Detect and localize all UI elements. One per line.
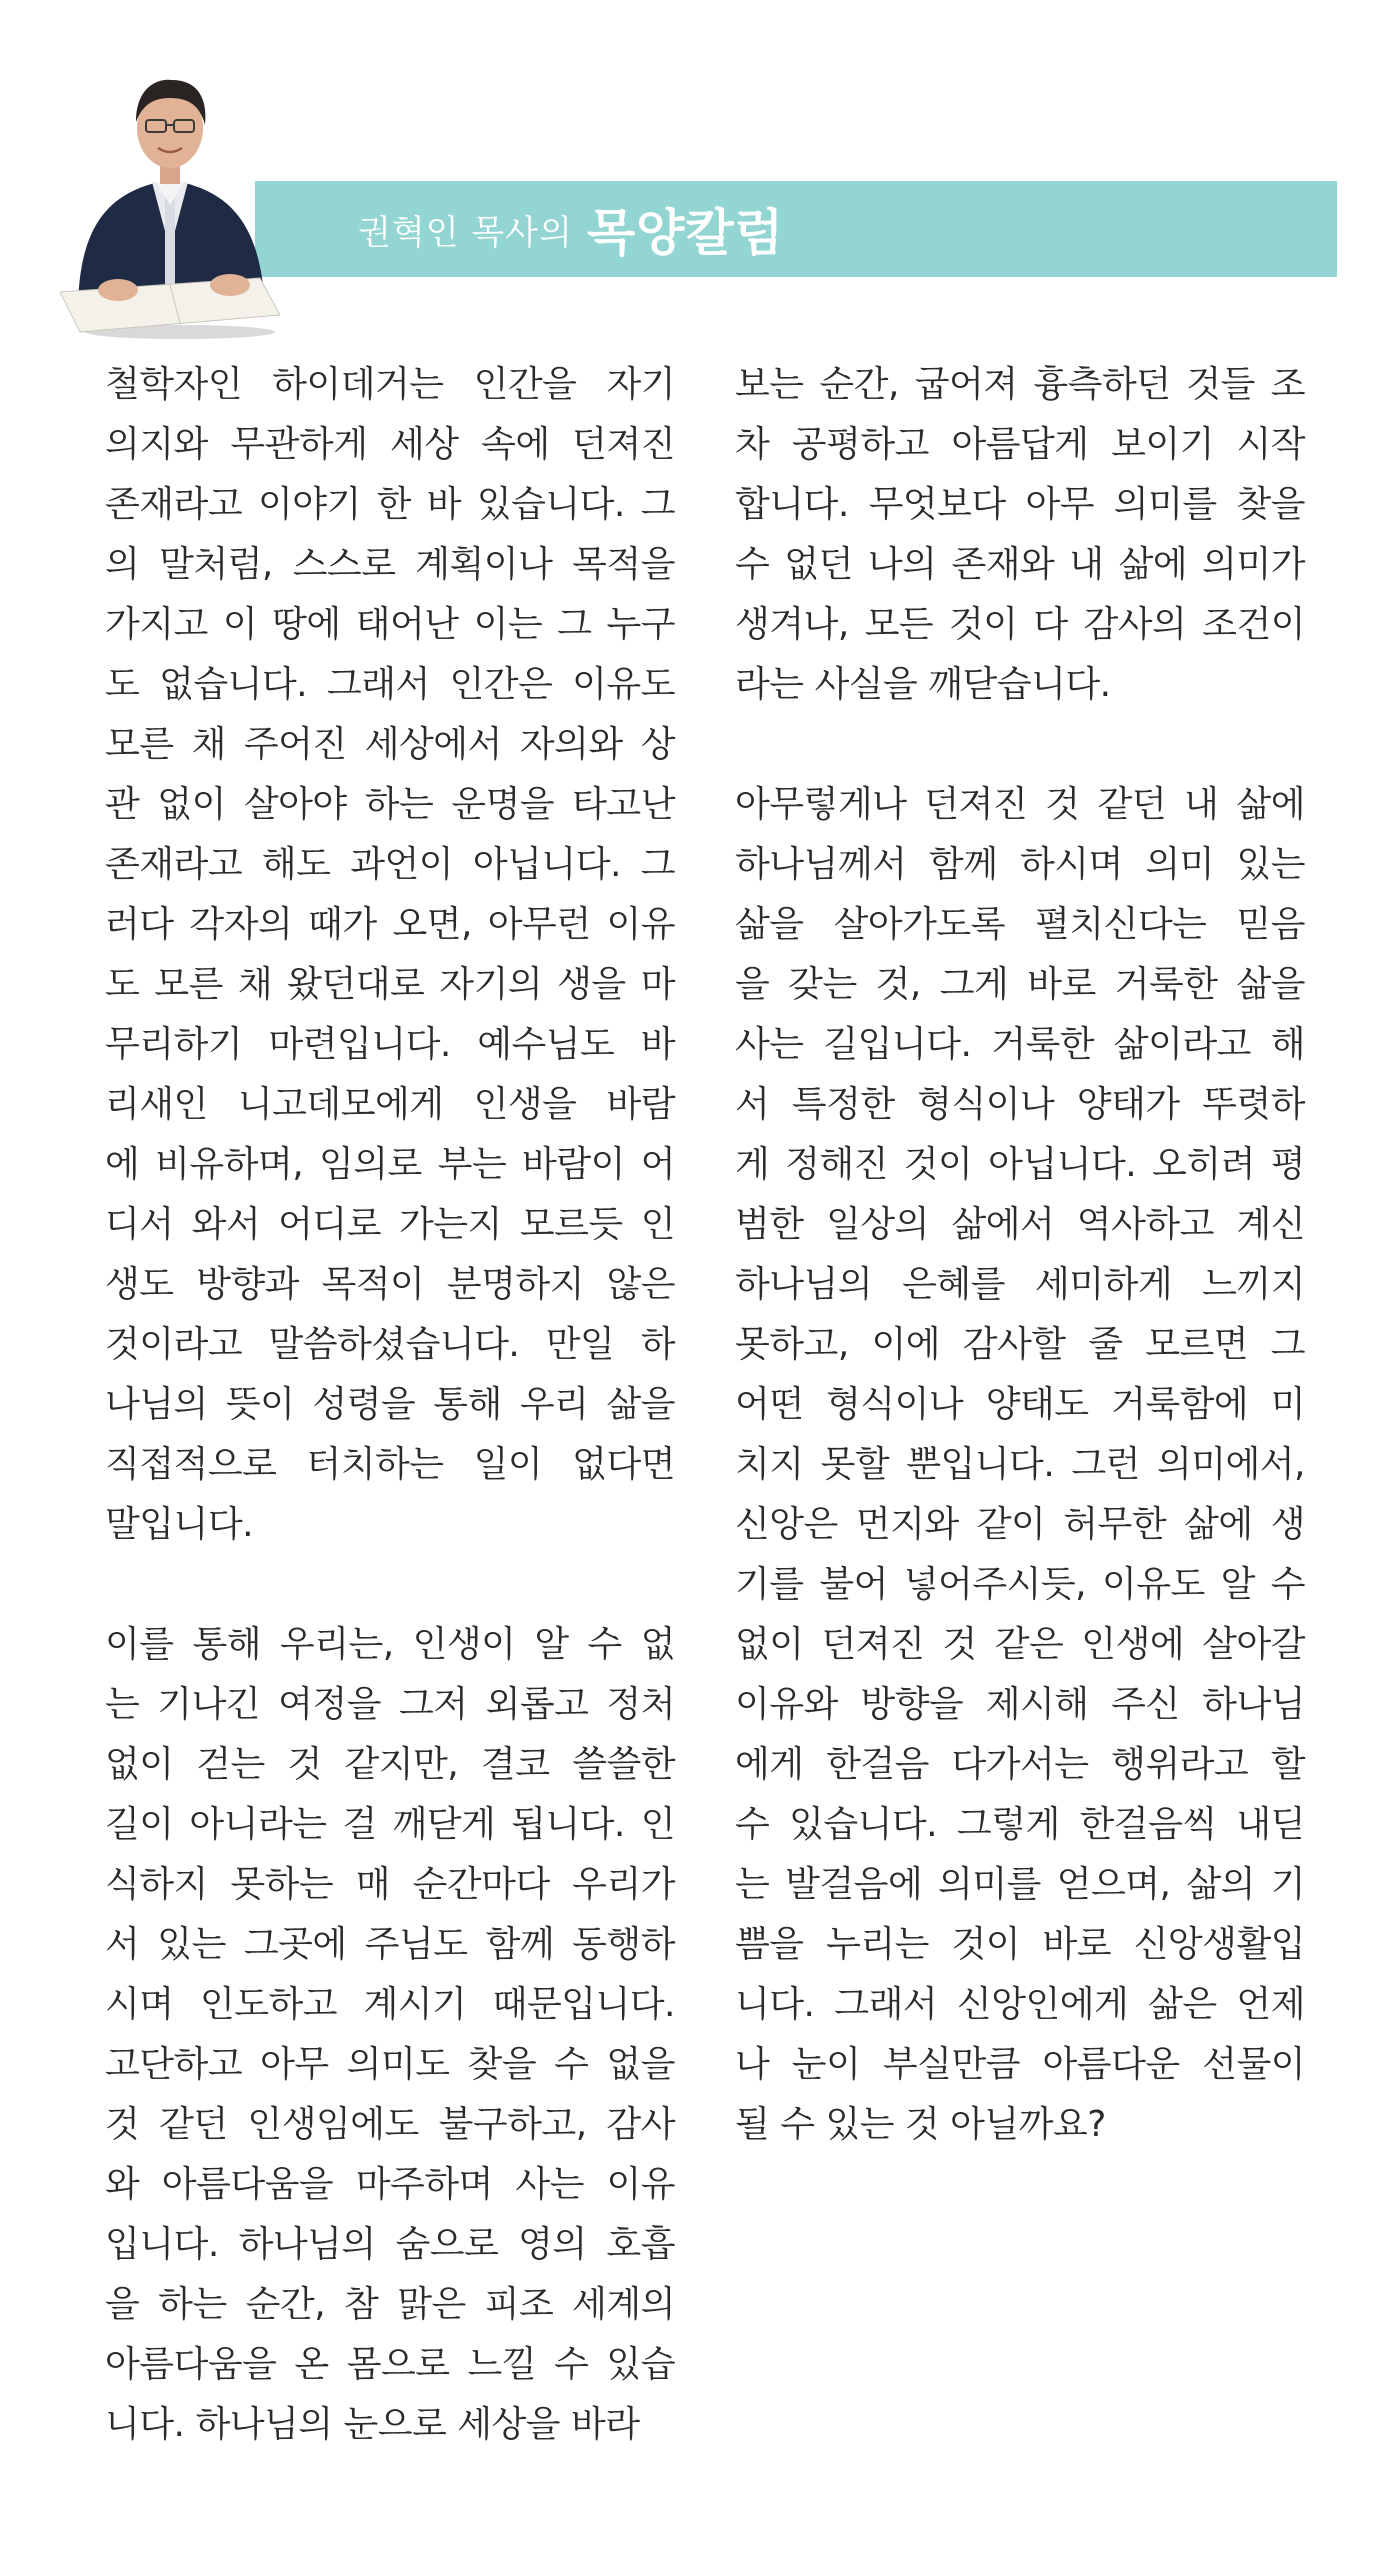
header-prefix: 권혁인 목사의 — [358, 212, 573, 253]
text-line: 범한 일상의 삶에서 역사하고 계신 — [735, 1204, 1305, 1245]
text-line: 치지 못할 뿐입니다. 그런 의미에서, — [735, 1444, 1305, 1485]
text-line: 니다. 그래서 신앙인에게 삶은 언제 — [735, 1984, 1305, 2025]
text-line: 는 발걸음에 의미를 얻으며, 삶의 기 — [735, 1864, 1305, 1905]
text-column-left — [105, 355, 675, 2455]
text-line: 신앙은 먼지와 같이 허무한 삶에 생 — [735, 1504, 1305, 1545]
text-line: 나님의 뜻이 성령을 통해 우리 삶을 — [105, 1384, 675, 1425]
text-line: 고단하고 아무 의미도 찾을 수 없을 — [105, 2044, 675, 2085]
text-line: 수 있습니다. 그렇게 한걸음씩 내딛 — [735, 1804, 1305, 1845]
text-line: 서 있는 그곳에 주님도 함께 동행하 — [105, 1924, 675, 1965]
paragraph-gap — [735, 715, 1305, 775]
text-column-right — [735, 355, 1305, 2155]
text-line: 에 비유하며, 임의로 부는 바람이 어 — [105, 1144, 675, 1185]
text-line: 생겨나, 모든 것이 다 감사의 조건이 — [735, 604, 1305, 645]
text-line: 아름다움을 온 몸으로 느낄 수 있습 — [105, 2344, 675, 2385]
text-line: 합니다. 무엇보다 아무 의미를 찾을 — [735, 484, 1305, 525]
text-line: 을 갖는 것, 그게 바로 거룩한 삶을 — [735, 964, 1305, 1005]
text-line: 것 같던 인생임에도 불구하고, 감사 — [105, 2104, 675, 2145]
text-line: 도 모른 채 왔던대로 자기의 생을 마 — [105, 964, 675, 1005]
text-line: 철학자인 하이데거는 인간을 자기 — [105, 364, 675, 405]
text-line: 존재라고 이야기 한 바 있습니다. 그 — [105, 484, 675, 525]
text-line: 관 없이 살아야 하는 운명을 타고난 — [105, 784, 675, 825]
text-line: 이유와 방향을 제시해 주신 하나님 — [735, 1684, 1305, 1725]
text-line: 가지고 이 땅에 태어난 이는 그 누구 — [105, 604, 675, 645]
text-line: 무리하기 마련입니다. 예수님도 바 — [105, 1024, 675, 1065]
text-line: 시며 인도하고 계시기 때문입니다. — [105, 1984, 675, 2025]
text-line: 의 말처럼, 스스로 계획이나 목적을 — [105, 544, 675, 585]
text-line: 입니다. 하나님의 숨으로 영의 호흡 — [105, 2224, 675, 2265]
text-line: 식하지 못하는 매 순간마다 우리가 — [105, 1864, 675, 1905]
text-line: 차 공평하고 아름답게 보이기 시작 — [735, 424, 1305, 465]
text-line: 리새인 니고데모에게 인생을 바람 — [105, 1084, 675, 1125]
text-line: 보는 순간, 굽어져 흉측하던 것들 조 — [735, 364, 1305, 405]
text-line: 것이라고 말씀하셨습니다. 만일 하 — [105, 1324, 675, 1365]
text-line: 을 하는 순간, 참 맑은 피조 세계의 — [105, 2284, 675, 2325]
text-line: 못하고, 이에 감사할 줄 모르면 그 — [735, 1324, 1305, 1365]
text-line: 나 눈이 부실만큼 아름다운 선물이 — [735, 2044, 1305, 2085]
text-line: 러다 각자의 때가 오면, 아무런 이유 — [105, 904, 675, 945]
text-line: 길이 아니라는 걸 깨닫게 됩니다. 인 — [105, 1804, 675, 1845]
text-line: 니다. 하나님의 눈으로 세상을 바라 — [105, 2404, 640, 2445]
text-line: 없이 걷는 것 같지만, 결코 쓸쓸한 — [105, 1744, 675, 1785]
text-line: 게 정해진 것이 아닙니다. 오히려 평 — [735, 1144, 1305, 1185]
text-line: 어떤 형식이나 양태도 거룩함에 미 — [735, 1384, 1305, 1425]
author-portrait — [60, 40, 280, 340]
header-main-title: 목양칼럼 — [586, 204, 785, 262]
text-line: 하나님께서 함께 하시며 의미 있는 — [735, 844, 1305, 885]
text-line: 삶을 살아가도록 펼치신다는 믿음 — [735, 904, 1305, 945]
text-line: 될 수 있는 것 아닐까요? — [735, 2104, 1106, 2145]
text-line: 하나님의 은혜를 세미하게 느끼지 — [735, 1264, 1305, 1305]
text-line: 는 기나긴 여정을 그저 외롭고 정처 — [105, 1684, 675, 1725]
text-line: 도 없습니다. 그래서 인간은 이유도 — [105, 664, 675, 705]
paragraph-gap — [105, 1555, 675, 1615]
text-line: 서 특정한 형식이나 양태가 뚜렷하 — [735, 1084, 1305, 1125]
text-line: 에게 한걸음 다가서는 행위라고 할 — [735, 1744, 1305, 1785]
text-line: 사는 길입니다. 거룩한 삶이라고 해 — [735, 1024, 1305, 1065]
column-header-title — [358, 181, 784, 277]
text-line: 기를 불어 넣어주시듯, 이유도 알 수 — [735, 1564, 1305, 1605]
text-line: 수 없던 나의 존재와 내 삶에 의미가 — [735, 544, 1305, 585]
text-line: 생도 방향과 목적이 분명하지 않은 — [105, 1264, 675, 1305]
text-line: 디서 와서 어디로 가는지 모르듯 인 — [105, 1204, 675, 1245]
text-line: 라는 사실을 깨닫습니다. — [735, 664, 1111, 705]
text-line: 모른 채 주어진 세상에서 자의와 상 — [105, 724, 675, 765]
text-line: 직접적으로 터치하는 일이 없다면 — [105, 1444, 675, 1485]
text-line: 의지와 무관하게 세상 속에 던져진 — [105, 424, 675, 465]
text-line: 쁨을 누리는 것이 바로 신앙생활입 — [735, 1924, 1305, 1965]
text-line: 아무렇게나 던져진 것 같던 내 삶에 — [735, 784, 1305, 825]
text-line: 없이 던져진 것 같은 인생에 살아갈 — [735, 1624, 1305, 1665]
text-line: 말입니다. — [105, 1504, 254, 1545]
text-line: 와 아름다움을 마주하며 사는 이유 — [105, 2164, 675, 2205]
text-line: 이를 통해 우리는, 인생이 알 수 없 — [105, 1624, 675, 1665]
text-line: 존재라고 해도 과언이 아닙니다. 그 — [105, 844, 675, 885]
